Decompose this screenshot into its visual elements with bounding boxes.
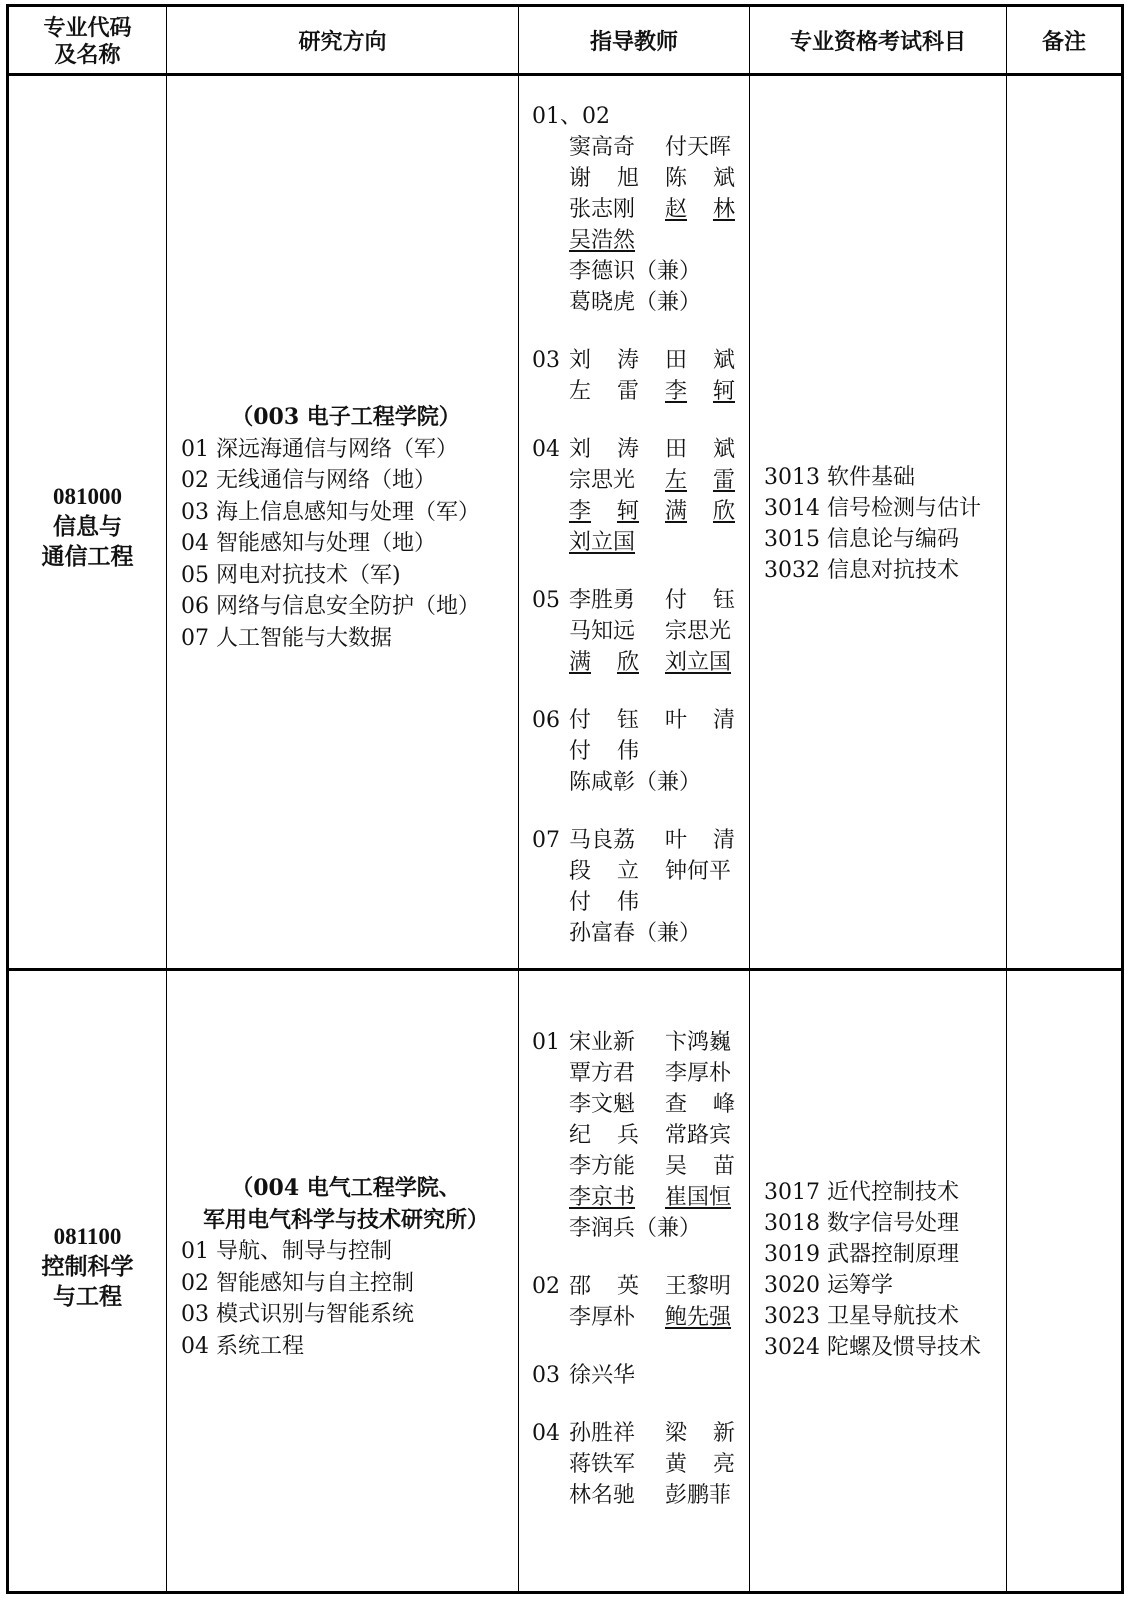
advisor-name: 覃方君 [569,1061,636,1086]
advisor-name: 蒋铁军 [569,1452,636,1477]
exam-subject: 3032 信息对抗技术 [764,558,959,583]
header-remarks: 备注 [1041,29,1086,55]
advisor-name: 宋业新 [569,1030,636,1055]
direction-label [532,194,569,225]
advisor-group [532,825,747,949]
direction-label: 02 [532,1274,560,1299]
school-name-line2: 军用电气科学与技术研究所） [202,1206,489,1233]
advisor-name: 孙富春（兼） [569,921,702,946]
advisor-name: 付天晖 [665,135,732,160]
direction-label: 03 [532,348,560,373]
advisor-name: 葛晓虎（兼） [569,290,702,315]
advisor-name: 鲍先强 [665,1305,732,1330]
direction-label [532,647,569,678]
header-advisors: 指导教师 [589,29,678,55]
exam-subject: 3014 信号检测与估计 [764,496,981,521]
advisor-name: 李厚朴 [665,1061,732,1086]
advisor-name: 付 伟 [569,890,639,915]
direction-label [532,1120,569,1151]
advisor-name: 满 欣 [569,650,639,675]
direction-label [532,736,569,767]
direction-label [532,1182,569,1213]
advisor-group [532,101,747,318]
advisor-name: 左 雷 [665,468,735,493]
advisor-name: 孙胜祥 [569,1421,636,1446]
advisor-name: 卞鸿巍 [665,1030,732,1055]
advisor-name: 李 轲 [569,499,639,524]
advisor-name: 刘立国 [665,650,732,675]
direction-label [532,1089,569,1120]
admissions-table [6,4,1124,1594]
direction-label [532,132,569,163]
direction-label [532,918,569,949]
direction-label [532,496,569,527]
advisor-name: 刘 涛 [569,348,639,373]
major-name-line2: 通信工程 [41,544,134,570]
exam-subject: 3019 武器控制原理 [764,1242,959,1267]
direction-label: 06 [532,708,560,733]
advisor-name: 吴浩然 [569,228,636,253]
advisor-name: 马良荔 [569,828,636,853]
advisor-name: 左 雷 [569,379,639,404]
advisor-name: 刘立国 [569,530,636,555]
direction-label [532,1449,569,1480]
direction-item: 02 智能感知与自主控制 [181,1270,414,1296]
advisor-name: 黄 亮 [665,1452,735,1477]
header-code-line2: 及名称 [54,43,121,68]
direction-label [532,1302,569,1333]
header-code-name [9,7,166,77]
advisor-name: 吴 苗 [665,1154,735,1179]
advisor-group [532,1271,747,1333]
advisor-list [532,1027,747,1538]
major-code: 081000 [53,484,122,509]
header-exam-subjects: 专业资格考试科目 [789,29,966,55]
header-directions: 研究方向 [298,29,387,55]
column-divider [1006,7,1007,1591]
advisor-name: 马知远 [569,619,636,644]
direction-item: 04 智能感知与处理（地） [181,531,436,556]
advisor-name: 钟何平 [665,859,732,884]
direction-label [532,1151,569,1182]
direction-label: 01、02 [532,104,610,129]
major-name-line1: 信息与 [53,514,122,540]
direction-item: 03 模式识别与智能系统 [181,1302,414,1327]
advisor-name: 陈咸彰（兼） [569,770,702,795]
exam-subject: 3023 卫星导航技术 [764,1304,959,1329]
advisor-group [532,434,747,558]
advisor-name: 宗思光 [665,619,732,644]
advisor-name: 徐兴华 [569,1363,636,1388]
exam-subject-list [764,1177,1004,1363]
direction-item: 03 海上信息感知与处理（军） [181,499,480,525]
advisor-name: 田 斌 [665,437,735,462]
advisor-name: 窦高奇 [569,135,636,160]
advisor-name: 王黎明 [665,1274,732,1299]
advisor-name: 段 立 [569,859,639,884]
major-code-name [9,1222,166,1312]
advisor-name: 李德识（兼） [569,259,702,284]
column-divider [749,7,750,1591]
direction-label: 04 [532,437,560,462]
advisor-list [532,101,747,976]
direction-label [532,1213,569,1244]
direction-label [532,163,569,194]
advisor-name: 查 峰 [665,1092,735,1117]
advisor-name: 刘 涛 [569,437,639,462]
direction-item: 05 网电对抗技术（军) [181,562,401,588]
advisor-group [532,345,747,407]
advisor-name: 张志刚 [569,197,636,222]
advisor-name: 田 斌 [665,348,735,373]
exam-subject-list [764,462,1004,586]
advisor-name: 宗思光 [569,468,636,493]
exam-subject: 3024 陀螺及惯导技术 [764,1335,981,1360]
column-divider [518,7,519,1591]
direction-label [532,225,569,256]
advisor-group [532,1360,747,1391]
major-code: 081100 [53,1224,122,1249]
direction-item: 07 人工智能与大数据 [181,625,392,651]
direction-item: 06 网络与信息安全防护（地） [181,594,480,619]
direction-label [532,465,569,496]
advisor-name: 叶 清 [665,708,735,733]
advisor-name: 李胜勇 [569,588,636,613]
advisor-name: 李润兵（兼） [569,1216,702,1241]
column-divider [166,7,167,1591]
direction-label [532,376,569,407]
advisor-name: 叶 清 [665,828,735,853]
advisor-name: 李厚朴 [569,1305,636,1330]
direction-label: 01 [532,1030,560,1055]
advisor-name: 纪 兵 [569,1123,639,1148]
advisor-group [532,705,747,798]
advisor-name: 付 钰 [665,588,735,613]
direction-label [532,887,569,918]
advisor-name: 彭鹏菲 [665,1483,732,1508]
advisor-name: 李京书 [569,1185,636,1210]
advisor-name: 付 钰 [569,708,639,733]
advisor-name: 林名驰 [569,1483,636,1508]
direction-item: 04 系统工程 [181,1333,304,1359]
exam-subject: 3020 运筹学 [764,1273,893,1298]
advisor-name: 梁 新 [665,1421,735,1446]
direction-label [532,256,569,287]
research-directions [181,402,511,654]
direction-label: 07 [532,828,560,853]
advisor-name: 常路宾 [665,1123,732,1148]
header-code-line1: 专业代码 [43,16,132,41]
school-name-line1: （004 电气工程学院、 [231,1175,461,1201]
advisor-name: 邵 英 [569,1274,639,1299]
advisor-name: 付 伟 [569,739,639,764]
advisor-group [532,1418,747,1511]
direction-label [532,767,569,798]
direction-label [532,527,569,558]
advisor-name: 李 轲 [665,379,735,404]
direction-label [532,287,569,318]
advisor-group [532,1027,747,1244]
direction-item: 01 导航、制导与控制 [181,1239,392,1264]
direction-label [532,1058,569,1089]
direction-label [532,616,569,647]
direction-item: 01 深远海通信与网络（军） [181,436,458,462]
exam-subject: 3017 近代控制技术 [764,1180,959,1205]
direction-label: 03 [532,1363,560,1388]
direction-label: 04 [532,1421,560,1446]
major-name-line2: 与工程 [53,1284,122,1310]
advisor-name: 李文魁 [569,1092,636,1117]
direction-item: 02 无线通信与网络（地） [181,468,436,493]
school-name: （003 电子工程学院） [231,404,461,430]
advisor-name: 陈 斌 [665,166,735,191]
direction-label [532,856,569,887]
advisor-name: 李方能 [569,1154,636,1179]
advisor-name: 崔国恒 [665,1185,732,1210]
advisor-name: 谢 旭 [569,166,639,191]
advisor-group [532,585,747,678]
direction-label: 05 [532,588,560,613]
major-name-line1: 控制科学 [41,1254,134,1280]
exam-subject: 3015 信息论与编码 [764,527,959,552]
exam-subject: 3018 数字信号处理 [764,1211,959,1236]
research-directions [181,1173,511,1362]
direction-label [532,1480,569,1511]
advisor-name: 赵 林 [665,197,735,222]
exam-subject: 3013 软件基础 [764,465,915,490]
major-code-name [9,482,166,572]
advisor-name: 满 欣 [665,499,735,524]
